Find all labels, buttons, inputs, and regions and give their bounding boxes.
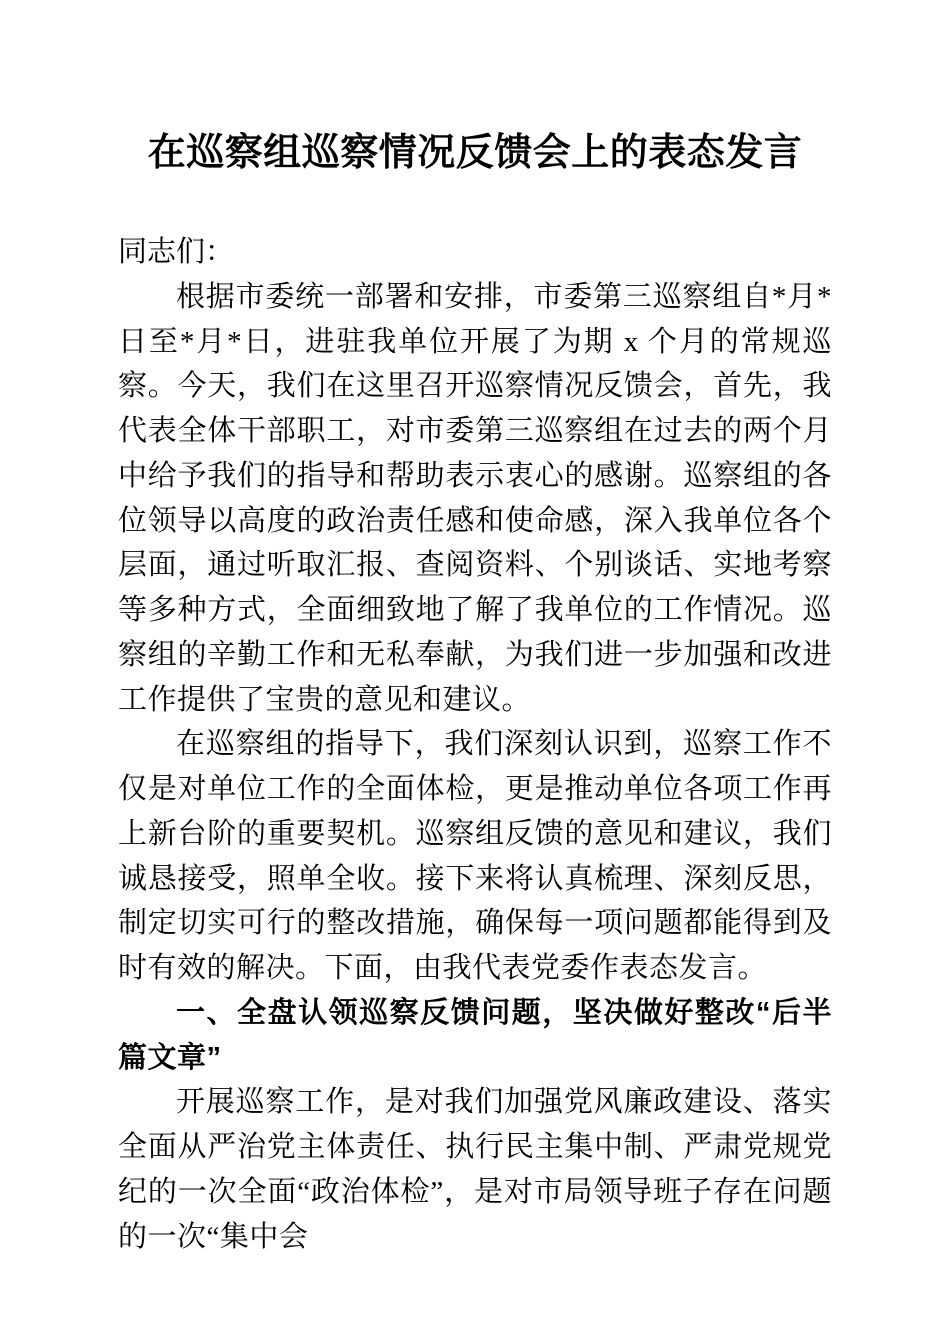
document-title: 在巡察组巡察情况反馈会上的表态发言	[147, 132, 803, 174]
paragraph-acknowledgement: 在巡察组的指导下，我们深刻认识到，巡察工作不仅是对单位工作的全面体检，更是推动单位各项工作再上新台阶的重要契机。巡察组反馈的意见和建议，我们诚恳接受，照单全收。接下来将认真梳理、深刻反思，制定切实可行的整改措施，确保每一项问题都能得到及时有效的解决。下面，由我代表党委作表态发言。	[118, 728, 832, 984]
paragraph-section-1-body: 开展巡察工作，是对我们加强党风廉政建设、落实全面从严治党主体责任、执行民主集中制、严肃党规党纪的一次全面“政治体检”，是对市局领导班子存在问题的一次“集中会	[118, 1086, 832, 1253]
section-heading-1: 一、全盘认领巡察反馈问题，坚决做好整改“后半篇文章”	[118, 996, 832, 1074]
paragraph-intro: 根据市委统一部署和安排，市委第三巡察组自*月*日至*月*日，进驻我单位开展了为期 x 个月的常规巡察。今天，我们在这里召开巡察情况反馈会，首先，我代表全体干部职工，对市委第三巡察组在过去的两个月中给予我们的指导和帮助表示衷心的感谢。巡察组的各位领导以高度的政治责任感和使命感，深入我单位各个层面，通过听取汇报、查阅资料、个别谈话、实地考察等多种方式，全面细致地了解了我单位的工作情况。巡察组的辛勤工作和无私奉献，为我们进一步加强和改进工作提供了宝贵的意见和建议。	[118, 280, 832, 716]
salutation-line: 同志们：	[118, 236, 235, 268]
